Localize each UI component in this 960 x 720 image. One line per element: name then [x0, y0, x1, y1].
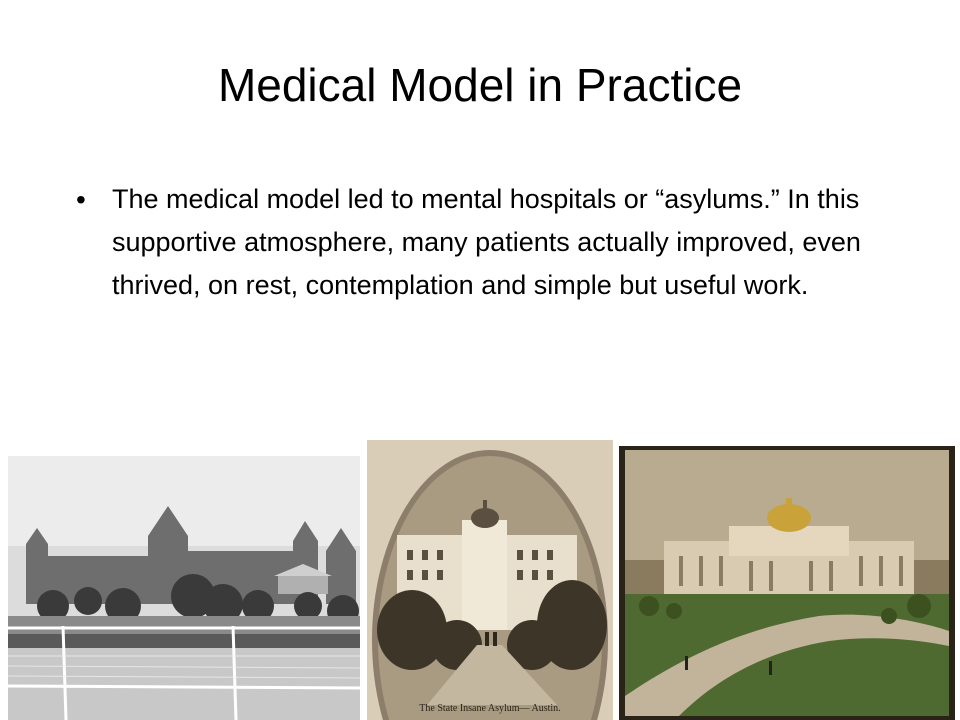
bullet-list — [76, 178, 876, 307]
library-color-illustration — [619, 446, 955, 720]
asylum-engraving-illustration — [367, 440, 613, 720]
engraving-caption: The State Insane Asylum— Austin. — [419, 703, 561, 714]
slide-title: Medical Model in Practice — [217, 59, 743, 111]
bullet-text: The medical model led to mental hospitals or “asylums.” In this supportive atmosphere, many patients actually improved, even thrived, on rest, contemplation and simple but useful work. — [112, 184, 861, 300]
bullet-dot-icon: • — [76, 184, 86, 215]
asylum-photo-bw-illustration — [8, 456, 360, 720]
bullet-item — [76, 178, 876, 307]
asylum-engraving — [367, 440, 613, 720]
library-of-congress-color-photo — [619, 446, 955, 720]
asylum-photo-bw — [8, 456, 360, 720]
